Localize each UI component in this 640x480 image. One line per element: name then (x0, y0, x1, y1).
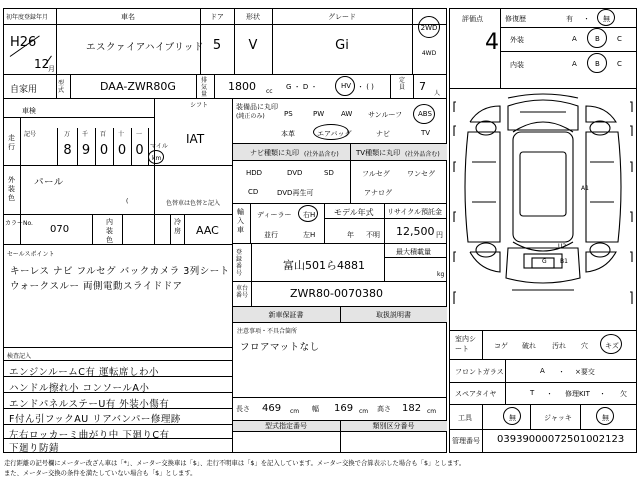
digit-label-symbol: 記号 (24, 131, 37, 138)
seat-item-koge: コゲ (494, 342, 508, 350)
car-damage-diagram (450, 92, 636, 322)
divider (413, 74, 414, 98)
sales-point-label: セールスポイント (7, 251, 55, 258)
equip-item-abs: ABS (418, 110, 432, 118)
inspector-note: エンドパネルステーU有 外装小傷有 (9, 399, 170, 410)
yen-unit: 円 (436, 231, 443, 239)
mile-unit: マイル (150, 143, 168, 150)
model-year-label: モデル年式 (334, 208, 374, 217)
navi-item: CD (248, 188, 259, 196)
divider (505, 359, 506, 404)
length-label: 長さ (236, 405, 250, 413)
divider (3, 244, 232, 245)
divider (449, 359, 637, 360)
inspector-note: F付ん引フックAU リアバンパー修理跡 (9, 414, 181, 425)
capacity-label: 定員 (399, 77, 406, 91)
equip-item-ps: PS (284, 110, 293, 118)
repair-label: 修復歴 (505, 15, 526, 23)
aircon: AAC (196, 224, 219, 237)
drive-2wd: 2WD (420, 24, 438, 32)
digit-label-juu: 十 (118, 131, 125, 138)
divider (449, 429, 637, 430)
spare-kit: 修理KIT (565, 390, 590, 398)
divider (232, 397, 447, 398)
inspector-note: 左右ロッカーミ曲がり中 下廻りC有 (9, 430, 170, 441)
divider (3, 360, 232, 361)
km-unit: km (152, 155, 162, 162)
recycle-amount: 12,500 (396, 225, 435, 238)
capacity-unit: 人 (434, 90, 441, 97)
recycle-label: リサイクル預託金 (387, 208, 443, 216)
sales-point-line: ウォークスルー 両側電動スライドドア (10, 281, 183, 292)
divider (324, 203, 325, 243)
mileage-label: 走行 (8, 134, 15, 151)
navi-header: ナビ種類に丸印 (250, 149, 299, 157)
divider (384, 243, 385, 281)
divider (232, 243, 447, 244)
divider (20, 117, 21, 165)
mgmt-label: 管理番号 (452, 437, 480, 445)
divider (232, 203, 447, 204)
exterior-a: A (572, 35, 577, 43)
seat-label: 室内シート (455, 335, 476, 353)
equip-item-navi: ナビ (376, 130, 390, 138)
divider (214, 74, 215, 98)
tv-item: ワンセグ (407, 170, 435, 178)
interior-b: B (595, 60, 600, 68)
chassis: ZWR80-0070380 (290, 287, 384, 300)
equip-item-pw: PW (313, 110, 325, 118)
dealer: ディーラー (257, 211, 292, 219)
aircon-label: 冷房 (174, 218, 181, 235)
interior-color-label: 内装色 (106, 218, 113, 244)
grade: Gi (335, 38, 349, 53)
warranty-label: 新車保証書 (268, 311, 304, 319)
color-no-label: カラーNo. (5, 220, 33, 227)
import-label: 輸入車 (237, 208, 244, 234)
footer-note-2: また、メーター交換の条件を満たしていない場合も「$」とします。 (4, 470, 197, 477)
spare-t: T (530, 389, 535, 397)
notes: フロアマットなし (240, 342, 320, 353)
fuel-options: G ・ D ・ (286, 83, 318, 91)
seat-item-kizu: キズ (605, 342, 619, 350)
type-cert-label: 型式指定番号 (265, 422, 307, 430)
glass-replace: ×要交 (575, 368, 595, 376)
plate: 富山501ら4881 (283, 259, 365, 272)
width-unit: cm (359, 408, 369, 415)
repair-yes: 有 (566, 15, 573, 23)
divider (500, 8, 501, 88)
color-no: 070 (50, 224, 70, 235)
inspector-note: エンジンルームC有 運転席しわ小 (9, 367, 159, 378)
mileage-digit: 0 (117, 143, 127, 158)
divider (530, 404, 531, 429)
divider (384, 257, 447, 258)
grade-label: グレード (328, 13, 356, 21)
length-unit: cm (290, 408, 300, 415)
use: 自家用 (10, 85, 38, 95)
glass-a: A (540, 367, 545, 375)
divider (122, 214, 123, 244)
color-paren: ( (126, 198, 129, 205)
divider (500, 27, 637, 28)
divider (449, 382, 637, 383)
right-hand: 右H (303, 211, 316, 219)
seat-item-yabure: 破れ (522, 342, 536, 350)
height-unit: cm (427, 408, 437, 415)
damage-mark: A1 (581, 185, 589, 192)
capacity: 7 (419, 80, 426, 93)
exterior-c: C (617, 35, 622, 43)
divider (3, 117, 154, 118)
displacement-label: 排気量 (201, 77, 208, 98)
fuel-circle-mark (335, 76, 355, 96)
model-label: 型式 (58, 80, 65, 94)
height: 182 (402, 403, 422, 414)
inspector-note: 下廻り防錆 (9, 443, 60, 454)
divider (70, 74, 71, 98)
damage-mark: U2 (558, 243, 567, 250)
tools: 無 (509, 414, 516, 422)
divider (3, 165, 232, 166)
repair-no: 無 (603, 15, 610, 23)
shape: V (248, 38, 258, 53)
first-reg-year: H26 (10, 35, 37, 50)
navi-item: HDD (246, 169, 263, 177)
digit-label-ichi: 一 (136, 131, 143, 138)
kizu-circle-mark (600, 334, 622, 354)
divider (250, 203, 251, 243)
inspection-label: 車検 (22, 107, 36, 115)
mileage-digit: 8 (63, 143, 72, 158)
airbag-circle-mark (313, 124, 352, 140)
inspector-label: 検査記入 (7, 353, 32, 360)
navi-item: DVD再生可 (277, 189, 314, 197)
seat-item-yogore: 汚れ (552, 342, 566, 350)
digit-label-man: 万 (64, 131, 71, 138)
color-change-note: 色替車は色替と記入 (166, 200, 221, 207)
spare-dot: ・ (546, 390, 553, 398)
max-load-label: 最大積載量 (396, 248, 431, 256)
navi-sub: (社外品含む) (304, 151, 339, 158)
seat-item-ana: 穴 (581, 342, 588, 350)
tv-item: フルセグ (362, 170, 390, 178)
tv-item: アナログ (364, 189, 392, 197)
equip-label: 装備品に丸印 (236, 103, 278, 111)
divider (500, 51, 637, 52)
doors-label: ドア (210, 13, 224, 21)
drive-4wd: 4WD (421, 50, 437, 57)
exterior-label: 外装 (510, 36, 524, 44)
exterior-b-circle-mark (587, 28, 607, 48)
tv-sub: (社外品含む) (405, 151, 440, 158)
divider (3, 214, 232, 215)
divider (251, 243, 252, 306)
spare-dot: ・ (599, 390, 606, 398)
repair-dot: ・ (583, 15, 590, 23)
navi-item: SD (324, 169, 334, 177)
manual-label: 取扱説明書 (376, 311, 411, 319)
exterior-color-label: 外装色 (8, 176, 15, 202)
divider (92, 214, 93, 244)
kg-unit: kg (437, 271, 445, 278)
width: 169 (334, 403, 354, 414)
divider (449, 88, 637, 89)
spare-label: スペアタイヤ (455, 390, 497, 398)
equip-item-sunroof: サンルーフ (368, 111, 403, 119)
divider (482, 404, 483, 453)
divider (482, 330, 483, 359)
tools-circle-mark (503, 407, 521, 425)
divider (449, 330, 637, 331)
month-unit: 月 (48, 65, 55, 73)
divider (184, 214, 185, 244)
car-name: エスクァイアハイブリッド (86, 42, 204, 53)
sales-point-line: キーレス ナビ フルセグ バックカメラ 3列シート (10, 266, 230, 277)
fuel-selected: HV (341, 82, 352, 90)
damage-mark: G (542, 258, 547, 265)
length: 469 (262, 403, 282, 414)
tv-header: TV種類に丸印 (356, 149, 401, 157)
doors: 5 (212, 38, 222, 53)
glass-dot: ・ (558, 368, 565, 376)
divider (232, 431, 447, 432)
interior-c: C (617, 60, 622, 68)
exterior-color: パール (34, 177, 64, 188)
footer-note-1: 走行距離の記号欄にメーター改ざん車は「*」、メーター交換車は「$」、走行不明車は「$」を記入しています。メーター交換で合算表示した場合も「$」とします。 (4, 460, 466, 467)
equip-item-tv: TV (421, 129, 431, 137)
first-reg-label: 初年度登録年月 (6, 14, 49, 21)
equip-item-aw: AW (341, 110, 353, 118)
glass-label: フロントガラス (455, 368, 504, 376)
km-circle-mark (148, 150, 164, 164)
divider (580, 404, 581, 429)
jack: 無 (602, 414, 609, 422)
tools-label: 工具 (458, 414, 472, 422)
divider (390, 74, 391, 98)
right-hand-circle-mark (298, 205, 318, 222)
divider (324, 218, 447, 219)
digit-label-hyaku: 百 (100, 131, 107, 138)
interior-label: 内装 (510, 61, 524, 69)
chassis-label: 車台番号 (236, 285, 249, 299)
navi-item: DVD (287, 169, 303, 177)
model-year-unknown: 不明 (366, 231, 380, 239)
displacement: 1800 (228, 80, 256, 93)
damage-mark: B1 (560, 258, 568, 265)
model: DAA-ZWR80G (100, 80, 176, 93)
abs-circle-mark (413, 104, 435, 124)
height-label: 高さ (377, 405, 391, 413)
divider (3, 98, 447, 99)
equip-item-leather: 本革 (281, 130, 295, 138)
width-label: 幅 (312, 405, 319, 413)
divider (232, 322, 447, 323)
shape-label: 形状 (246, 13, 260, 21)
class-label: 類別区分番号 (372, 422, 415, 430)
divider (3, 347, 232, 348)
divider (232, 281, 447, 282)
model-year-year: 年 (347, 231, 354, 239)
score-label: 評価点 (462, 15, 483, 23)
divider (170, 214, 171, 244)
spare-missing: 欠 (620, 390, 627, 398)
fuel-other: ・ ( ) (357, 83, 374, 91)
divider (3, 24, 447, 25)
left-hand: 左H (303, 231, 316, 239)
divider (154, 98, 155, 244)
inspector-note: ハンドル擦れ小 コンソールA小 (9, 383, 150, 394)
interior-b-circle-mark (587, 53, 607, 73)
divider (412, 8, 413, 74)
score: 4 (485, 30, 499, 55)
digit-label-sen: 千 (82, 131, 89, 138)
interior-a: A (572, 60, 577, 68)
divider (232, 160, 447, 161)
jack-label: ジャッキ (544, 414, 572, 422)
parallel: 並行 (264, 231, 278, 239)
mgmt-number: 03939000072501002123 (497, 434, 625, 445)
shift: IAT (186, 132, 205, 146)
mileage-digit: 0 (99, 143, 109, 158)
exterior-b: B (595, 35, 600, 43)
equip-item-airbag: エアバッグ (317, 130, 352, 138)
mileage-digit: 9 (81, 143, 91, 158)
divider (20, 165, 21, 244)
notes-label: 注意事項・不具合箇所 (237, 328, 298, 335)
jack-circle-mark (596, 407, 614, 425)
divider (196, 74, 197, 98)
shift-label: シフト (190, 102, 209, 109)
equip-sub: (純正のみ) (236, 113, 265, 120)
divider (449, 404, 637, 405)
plate-label: 登録番号 (236, 249, 243, 277)
cc-unit: cc (266, 88, 273, 95)
car-name-label: 車名 (121, 13, 135, 21)
mileage-digit: 0 (135, 143, 144, 158)
divider (384, 203, 385, 243)
first-reg-month: 12 (34, 57, 50, 71)
repair-no-circle-mark (597, 9, 615, 26)
